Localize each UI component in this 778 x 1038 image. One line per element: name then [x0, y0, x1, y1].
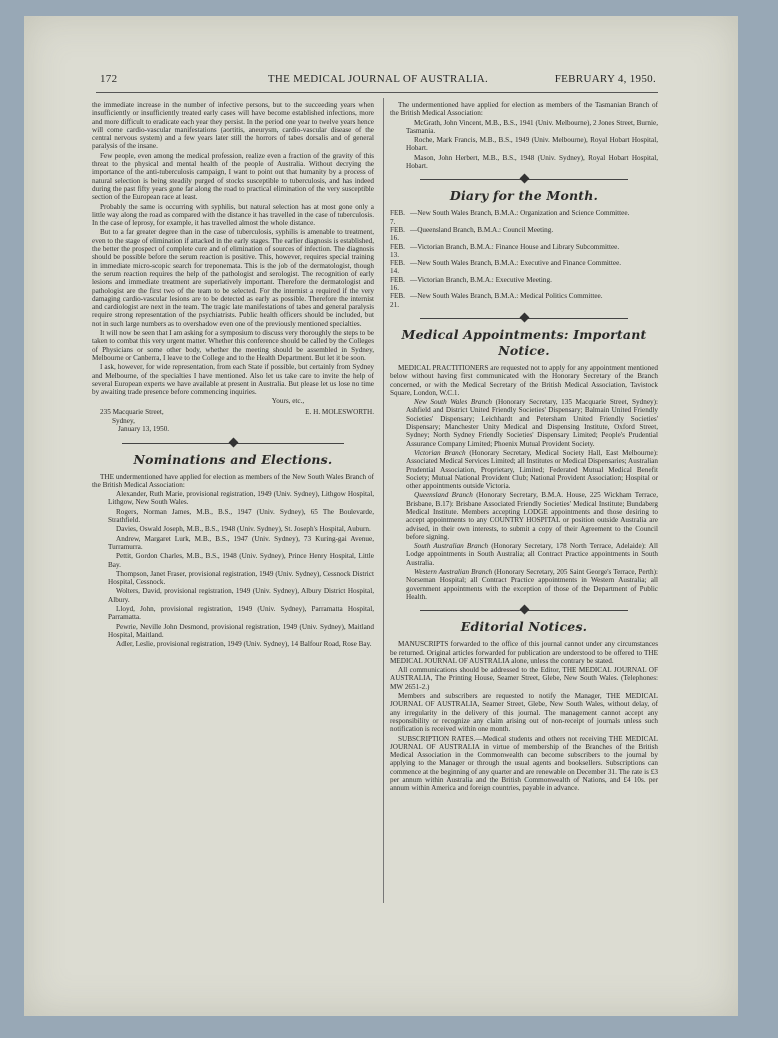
branch-text: (Honorary Secretary, 178 North Terrace, Adelaide): All Lodge appointments in South Australia; all Contract Practice appointments in South Australia. — [406, 542, 658, 567]
nominations-heading: Nominations and Elections. — [133, 451, 333, 467]
branch-text: (Honorary Secretary, 205 Saint George's Terrace, Perth): Norseman Hospital; all Contract Practice appointments in Western Australia; all government appointments with the exception of those of the Department of Public Health. — [406, 568, 658, 601]
diary-row — [390, 226, 658, 243]
diary-date: FEB. 13. — [390, 242, 405, 259]
tasmania-intro: The undermentioned have applied for election as members of the Tasmanian Branch of the British Medical Association: — [390, 101, 658, 118]
diary-date: FEB. 16. — [390, 275, 405, 293]
right-column — [390, 101, 658, 794]
diary-date: FEB. 16. — [390, 225, 405, 243]
diary-text: —New South Wales Branch, B.M.A.: Executive and Finance Committee. — [410, 259, 622, 268]
branch-name: New South Wales Branch — [414, 398, 492, 407]
editorial-paragraph: SUBSCRIPTION RATES.—Medical students and others not receiving THE MEDICAL JOURNAL OF AUSTRALIA in virtue of membership of the Branches of the British Medical Association in the Commonwealth can become subscribers to the journal by applying to the Manager or through the usual agents and booksellers. Subscriptions can commence at the beginning of any quarter and are renewable on December 31. The rate is £3 per annum within Australia and the British Commonwealth of Nations, and £4 10s. per annum within America and foreign countries, payable in advance. — [390, 734, 658, 793]
diary-row — [390, 276, 658, 293]
nomination-entry: Lloyd, John, provisional registration, 1949 (Univ. Sydney), Parramatta Hospital, Parramatta. — [108, 605, 374, 622]
nomination-entry: Rogers, Norman James, M.B., B.S., 1947 (Univ. Sydney), 65 The Boulevarde, Strathfield. — [108, 507, 374, 525]
letter-paragraph: Probably the same is occurring with syphilis, but natural selection has at most gone only a little way along the road as compared with the distance it has travelled in the case of tuberculosis. In the case of leprosy, for example, it has travelled almost the whole distance. — [92, 202, 374, 228]
nomination-entry: Alexander, Ruth Marie, provisional registration, 1949 (Univ. Sydney), Lithgow Hospital, Lithgow, New South Wales. — [108, 490, 374, 507]
branch-name: Western Australian Branch — [414, 568, 493, 577]
letter-address: 235 Macquarie Street, — [100, 407, 164, 416]
editorial-paragraph: MANUSCRIPTS forwarded to the office of this journal cannot under any circumstances be returned. Original articles forwarded for publication are understood to be offered to THE MEDICAL JOURNAL OF AUSTRALIA alone, unless the contrary be stated. — [390, 640, 658, 665]
left-column — [92, 101, 374, 650]
divider-diamond-icon — [520, 605, 530, 615]
letter-city: Sydney, — [112, 416, 135, 425]
diary-row — [390, 243, 658, 260]
editorial-heading: Editorial Notices. — [460, 619, 588, 635]
editorial-paragraph: All communications should be addressed to the Editor, THE MEDICAL JOURNAL OF AUSTRALIA, The Printing House, Seamer Street, Glebe, New South Wales. (Telephones: MW 2651-2.) — [390, 666, 658, 691]
section-divider — [420, 605, 628, 615]
branch-name: Queensland Branch — [414, 491, 473, 500]
appointment-branch — [390, 449, 658, 490]
diary-text: —Victorian Branch, B.M.A.: Finance House and Library Subcommittee. — [410, 242, 620, 251]
appointments-heading: Medical Appointments: Important Notice. — [401, 326, 647, 358]
nomination-entry: Thompson, Janet Fraser, provisional registration, 1949 (Univ. Sydney), Cessnock District Hospital, Cessnock. — [108, 569, 374, 587]
diary-text: —Queensland Branch, B.M.A.: Council Meeting. — [410, 225, 554, 234]
diary-row — [390, 259, 658, 276]
diary-text: —New South Wales Branch, B.M.A.: Medical Politics Committee. — [410, 292, 603, 301]
letter-date: January 13, 1950. — [118, 425, 170, 434]
letter-paragraph: But to a far greater degree than in the case of tuberculosis, syphilis is amenable to treatment, even to the stage of elimination if attacked in the early stages. The earlier diagnosis is established, the better the prospect of complete cure and of elimination of sources of infection. The diagnosis should be possible before the serum reaction is positive. This, however, requires special training in immediate micro-scopic search for treponemata. This is the job of the dermatologist, though the serum reaction requires the help of the pathologist and serologist. The recognition of early lesions and immediate treatment are superlatively important. Therefore the dermatologist and pathologist are the first two of the team to be selected. For the internist a required if the very damaging cardio-vascular lesions are to be detected as early as possible. Therefore the internist and cardiologist are next in the team. The tragic late manifestations of tabes and general paralysis require strong representation of the psychiatrists. Public health officers should be included, but not in such large numbers as to overshadow even one of the previously mentioned specialties. — [92, 228, 374, 328]
branch-name: Victorian Branch — [414, 448, 466, 457]
tasmania-entry: Mason, John Herbert, M.B., B.S., 1948 (Univ. Sydney), Royal Hobart Hospital, Hobart. — [406, 153, 658, 171]
diary-date: FEB. 21. — [390, 292, 405, 309]
appointment-branch — [390, 568, 658, 601]
branch-name: South Australian Branch — [414, 542, 489, 551]
appointment-branch — [390, 491, 658, 541]
branch-text: (Honorary Secretary, Medical Society Hall, East Melbourne): Associated Medical Services Limited; all Institutes or Medical Dispensaries; Australian Prudential Association, Proprietary, Limited; Federated Mutual Medical Benefit Society; Mutual National Provident Club; National Provident Association; Hospital or other appointments outside Victoria. — [406, 448, 659, 491]
diary-date: FEB. 7. — [390, 209, 405, 226]
diary-date: FEB. 14. — [390, 259, 405, 276]
letter-paragraph: the immediate increase in the number of infective persons, but to the succeeding years when insufficiently or insufficiently treated early cases will have become established infections, more and more difficult to eradicate each year they persist. In the period one year to twelve years hence will come cardio-vascular manifestations (aortitis, aneurysm, cardio-vascular disease of the central nervous system) and a few years later still the horrors of tabes dorsalis and of general paralysis of the insane. — [92, 101, 374, 151]
diary-row — [390, 292, 658, 309]
diary-heading: Diary for the Month. — [449, 188, 599, 204]
branch-text: (Honorary Secretary, 135 Macquarie Street, Sydney): Ashfield and District United Friendly Societies' Dispensary; Balmain United Friendly Societies' Dispensary; Leichhardt and Petersham United Friendly Societies' Dispensary; Manchester Unity Medical and Dispensing Institute, Oxford Street, Sydney; North Sydney Friendly Societies' Dispensary Limited; People's Prudential Assurance Company Limited; Phoenix Mutual Provident Society. — [406, 398, 658, 448]
divider-diamond-icon — [520, 174, 530, 184]
letter-signature: E. H. MOLESWORTH. — [305, 407, 374, 416]
letter-signature-block — [92, 408, 374, 416]
diary-text: —New South Wales Branch, B.M.A.: Organization and Science Committee. — [410, 209, 630, 218]
letter-closing: Yours, etc., — [271, 397, 305, 406]
nomination-entry: Pewrie, Neville John Desmond, provisional registration, 1949 (Univ. Sydney), Maitland Hospital, Maitland. — [108, 622, 374, 639]
letter-paragraph: I ask, however, for wide representation, from each State if possible, but certainly from Sydney and Melbourne, of the specialties I have mentioned. Also let us take care to invite the help of several European experts we have available at present in Australia. But please let us lose no time by awaiting trade presence before commencing inquiries. — [92, 363, 374, 397]
diary-row — [390, 209, 658, 226]
nomination-entry: Andrew, Margaret Lurk, M.B., B.S., 1947 (Univ. Sydney), 73 Kuring-gai Avenue, Turramurra. — [108, 534, 374, 551]
appointment-branch — [390, 542, 658, 567]
tasmania-entry: Roche, Mark Francis, M.B., B.S., 1949 (Univ. Melbourne), Royal Hobart Hospital, Hobart. — [406, 136, 658, 153]
column-divider — [383, 98, 384, 903]
section-divider — [420, 174, 628, 184]
branch-text: (Honorary Secretary, B.M.A. House, 225 Wickham Terrace, Brisbane, B.17): Brisbane Associated Friendly Societies' Medical Institute; Bundaberg Medical Institute. Members accepting LODGE appointments and those desiring to accept appointments to any COUNTRY HOSPITAL or position outside Australia are advised, in their own interests, to submit a copy of their Agreement to the Council before signing. — [406, 491, 659, 541]
section-divider — [122, 438, 344, 448]
appointment-branch — [390, 398, 658, 448]
running-header — [100, 73, 656, 91]
diary-text: —Victorian Branch, B.M.A.: Executive Meeting. — [410, 275, 552, 284]
journal-title: THE MEDICAL JOURNAL OF AUSTRALIA. — [267, 73, 489, 85]
editorial-paragraph: Members and subscribers are requested to notify the Manager, THE MEDICAL JOURNAL OF AUSTRALIA, Seamer Street, Glebe, New South Wales, without delay, of any irregularity in the delivery of this journal. The management cannot accept any responsibility or recognize any claim arising out of non-receipt of journals unless such notification is received within one month. — [390, 692, 658, 734]
tasmania-entry: McGrath, John Vincent, M.B., B.S., 1941 (Univ. Melbourne), 2 Jones Street, Burnie, Tasmania. — [406, 118, 658, 135]
section-divider — [420, 313, 628, 323]
appointments-intro: MEDICAL PRACTITIONERS are requested not to apply for any appointment mentioned below without having first communicated with the Honorary Secretary of the Branch concerned, or with the Medical Secretary of the British Medical Association, Tavistock Square, London, W.C.1. — [390, 363, 658, 397]
letter-paragraph: Few people, even among the medical profession, realize even a fraction of the gravity of this threat to the physical and mental health of the people of Australia. Without decrying the importance of the anti-tuberculosis campaign, I want to point out that humanity by a process of natural selection is being steadily purged of stocks susceptible to tuberculosis, and has indeed during the past fifty years gone far along the road to practical elimination of the very susceptible section of the European race at least. — [92, 151, 374, 202]
nomination-entry: Pettit, Gordon Charles, M.B., B.S., 1948 (Univ. Sydney), Prince Henry Hospital, Little Bay. — [108, 552, 374, 569]
issue-date: FEBRUARY 4, 1950. — [554, 73, 656, 85]
nominations-intro: THE undermentioned have applied for election as members of the New South Wales Branch of the British Medical Association: — [92, 472, 374, 489]
letter-paragraph: It will now be seen that I am asking for a symposium to discuss very thoroughly the steps to be taken to combat this very urgent matter. Whether this conference should be called by the Colleges of Physicians or some other body, whether the meeting should be assembled in Sydney, Melbourne or Canberra, I leave to the College and to the Health Department. But let it be soon. — [92, 329, 374, 362]
nomination-entry: Wolters, David, provisional registration, 1949 (Univ. Sydney), Albury District Hospital, Albury. — [108, 587, 374, 604]
divider-diamond-icon — [229, 437, 239, 447]
nomination-entry: Davies, Oswald Joseph, M.B., B.S., 1948 (Univ. Sydney), St. Joseph's Hospital, Auburn. — [116, 525, 371, 534]
nomination-entry: Adler, Leslie, provisional registration, 1949 (Univ. Sydney), 14 Balfour Road, Rose Bay. — [116, 640, 372, 649]
page-number: 172 — [100, 73, 118, 85]
divider-diamond-icon — [520, 312, 530, 322]
header-rule — [96, 92, 658, 93]
